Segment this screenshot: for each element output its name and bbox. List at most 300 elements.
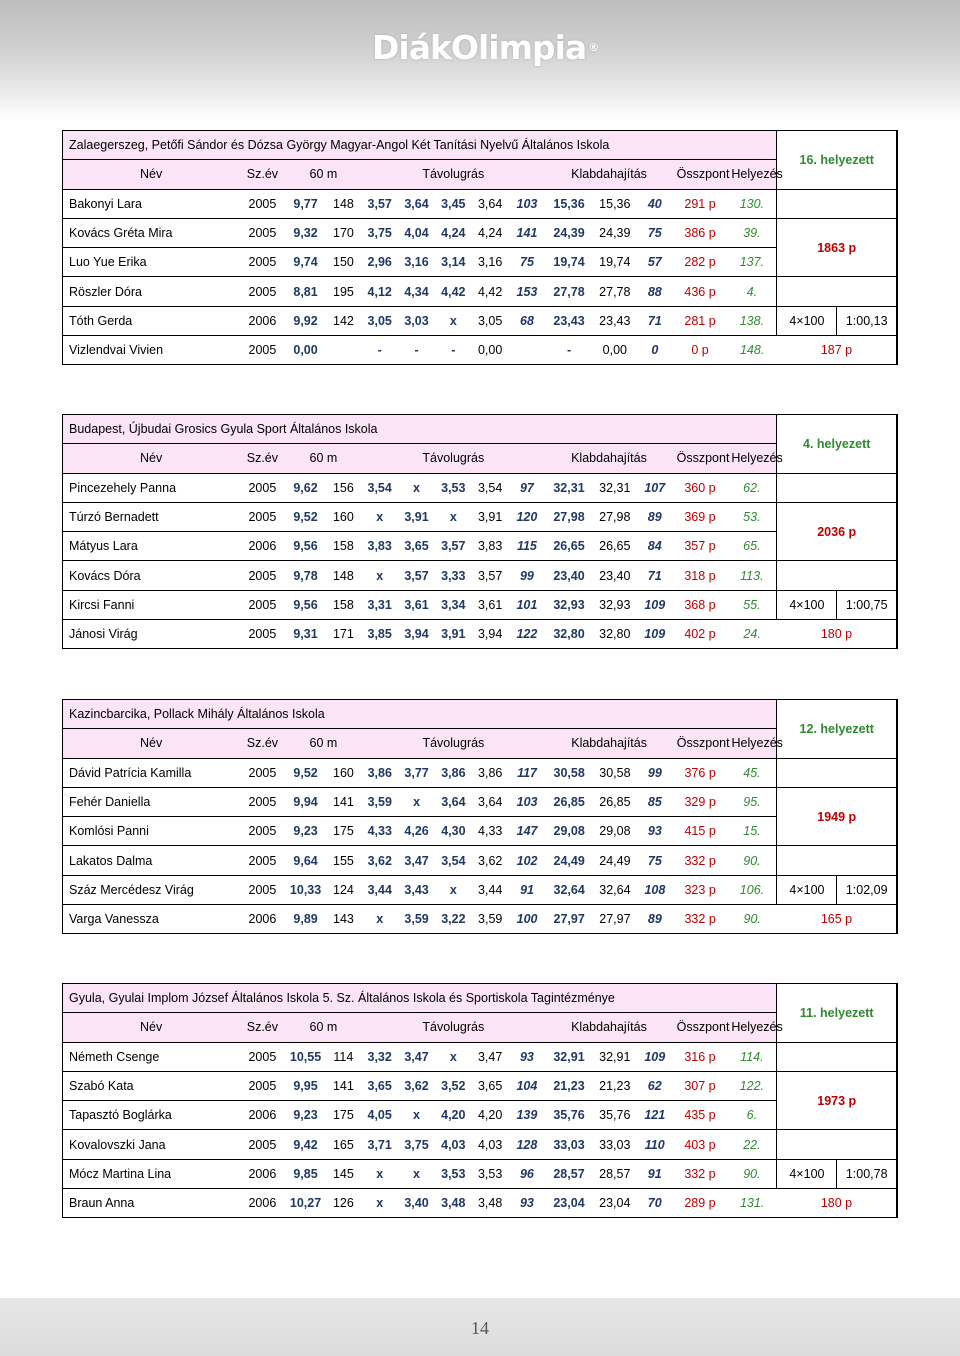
- result-cell: 9,74: [286, 248, 326, 277]
- school-name: Gyula, Gyulai Implom József Általános Iskola 5. Sz. Általános Iskola és Sportiskola Tagintézménye: [63, 984, 777, 1013]
- result-cell: 24,49: [593, 846, 637, 875]
- relay-time: 1:00,13: [837, 306, 897, 335]
- results-table: [62, 130, 898, 365]
- result-cell: 158: [326, 532, 362, 561]
- result-cell: 131.: [727, 1189, 777, 1218]
- result-cell: [326, 336, 362, 365]
- header-place: Helyezés: [727, 444, 777, 473]
- result-cell: 0: [637, 336, 673, 365]
- table-row: [63, 875, 898, 904]
- result-cell: 75: [637, 846, 673, 875]
- result-cell: 2005: [239, 1130, 285, 1159]
- athlete-name: Mátyus Lara: [63, 532, 240, 561]
- result-cell: 3,16: [398, 248, 435, 277]
- result-cell: 2005: [239, 561, 285, 590]
- result-cell: 3,75: [361, 218, 398, 247]
- result-cell: 45.: [727, 758, 776, 787]
- page-number: 14: [471, 1318, 489, 1338]
- result-cell: 15.: [727, 817, 776, 846]
- result-cell: 30,58: [593, 758, 637, 787]
- team-points: 1973 p: [777, 1071, 897, 1130]
- result-cell: 145: [326, 1159, 362, 1188]
- result-cell: 9,62: [286, 473, 326, 502]
- result-cell: 29,08: [593, 817, 637, 846]
- result-cell: 32,80: [593, 620, 637, 649]
- result-cell: 8,81: [286, 277, 326, 306]
- result-cell: x: [435, 875, 472, 904]
- result-cell: 329 p: [673, 787, 728, 816]
- spacer: [777, 1042, 897, 1071]
- result-cell: 89: [637, 905, 673, 934]
- relay-label: 4×100: [777, 875, 837, 904]
- result-cell: 3,61: [472, 590, 509, 619]
- school-block: [62, 699, 898, 934]
- result-cell: 0,00: [593, 336, 637, 365]
- column-header-row: [63, 1013, 898, 1042]
- result-cell: x: [435, 306, 472, 335]
- athlete-name: Kovalovszki Jana: [63, 1130, 240, 1159]
- result-cell: 3,53: [472, 1159, 509, 1188]
- result-cell: 3,94: [472, 620, 509, 649]
- result-cell: 9,23: [286, 817, 326, 846]
- result-cell: 55.: [727, 590, 777, 619]
- result-cell: 2,96: [361, 248, 398, 277]
- header-jump: Távolugrás: [361, 729, 545, 758]
- result-cell: 3,65: [398, 532, 435, 561]
- athlete-name: Varga Vanessza: [63, 905, 240, 934]
- result-cell: 23,40: [545, 561, 592, 590]
- result-cell: 2005: [239, 817, 285, 846]
- result-cell: 75: [509, 248, 546, 277]
- table-row: [63, 218, 898, 247]
- athlete-name: Száz Mercédesz Virág: [63, 875, 240, 904]
- result-cell: 2005: [239, 218, 285, 247]
- result-cell: 27,97: [593, 905, 637, 934]
- result-cell: 142: [326, 306, 362, 335]
- result-cell: 3,91: [435, 620, 472, 649]
- header-name: Név: [63, 444, 240, 473]
- result-cell: 147: [509, 817, 546, 846]
- result-cell: 323 p: [673, 875, 728, 904]
- header-year: Sz.év: [239, 1013, 285, 1042]
- result-cell: 175: [326, 817, 362, 846]
- result-cell: 160: [326, 758, 362, 787]
- result-cell: 3,77: [398, 758, 435, 787]
- result-cell: 26,65: [545, 532, 592, 561]
- result-cell: 35,76: [545, 1101, 592, 1130]
- result-cell: 3,86: [361, 758, 398, 787]
- result-cell: 171: [326, 620, 362, 649]
- header-throw: Klabdahajítás: [545, 160, 672, 189]
- table-row: [63, 758, 898, 787]
- table-row: [63, 817, 898, 846]
- school-title-row: [63, 984, 898, 1013]
- result-cell: 3,91: [472, 502, 509, 531]
- athlete-name: Tapasztó Boglárka: [63, 1101, 240, 1130]
- result-cell: 9,77: [286, 189, 326, 218]
- results-table: [62, 414, 898, 649]
- athlete-name: Szabó Kata: [63, 1071, 240, 1100]
- result-cell: 2005: [239, 620, 285, 649]
- result-cell: 3,44: [472, 875, 509, 904]
- result-cell: 114.: [727, 1042, 777, 1071]
- result-cell: 332 p: [673, 905, 728, 934]
- result-cell: 3,34: [435, 590, 472, 619]
- result-cell: 93: [637, 817, 673, 846]
- header-name: Név: [63, 160, 240, 189]
- result-cell: 3,64: [472, 189, 509, 218]
- result-cell: 32,31: [545, 473, 592, 502]
- result-cell: 2005: [239, 787, 285, 816]
- table-row: [63, 532, 898, 561]
- result-cell: -: [398, 336, 435, 365]
- header-jump: Távolugrás: [361, 444, 545, 473]
- result-cell: 4,42: [435, 277, 472, 306]
- result-cell: 3,53: [435, 473, 472, 502]
- athlete-name: Kovács Gréta Mira: [63, 218, 240, 247]
- result-cell: 3,64: [398, 189, 435, 218]
- result-cell: 71: [637, 561, 673, 590]
- result-cell: 24,49: [545, 846, 592, 875]
- table-row: [63, 1042, 898, 1071]
- relay-label: 4×100: [777, 1159, 837, 1188]
- relay-points: 165 p: [777, 905, 897, 934]
- result-cell: 57: [637, 248, 673, 277]
- result-cell: x: [398, 473, 435, 502]
- header-year: Sz.év: [239, 160, 285, 189]
- result-cell: 3,47: [398, 1042, 435, 1071]
- result-cell: 3,59: [472, 905, 509, 934]
- relay-points: 180 p: [777, 1189, 897, 1218]
- result-cell: 3,44: [361, 875, 398, 904]
- result-cell: 3,40: [398, 1189, 435, 1218]
- result-cell: 3,57: [472, 561, 509, 590]
- result-cell: 3,64: [472, 787, 509, 816]
- school-title-row: [63, 415, 898, 444]
- result-cell: 9,32: [286, 218, 326, 247]
- result-cell: 195: [326, 277, 362, 306]
- table-row: [63, 473, 898, 502]
- spacer: [777, 758, 897, 787]
- result-cell: 23,04: [593, 1189, 637, 1218]
- result-cell: 2005: [239, 875, 285, 904]
- table-row: [63, 277, 898, 306]
- header-year: Sz.év: [239, 444, 285, 473]
- header-place: Helyezés: [727, 729, 776, 758]
- result-cell: 128: [509, 1130, 546, 1159]
- result-cell: 21,23: [593, 1071, 637, 1100]
- result-cell: x: [361, 561, 398, 590]
- athlete-name: Vizlendvai Vivien: [63, 336, 240, 365]
- header-total: Összpont: [673, 444, 728, 473]
- header-place: Helyezés: [727, 160, 777, 189]
- result-cell: 22.: [727, 1130, 777, 1159]
- result-cell: 32,64: [545, 875, 592, 904]
- result-cell: 130.: [727, 189, 777, 218]
- result-cell: 3,62: [398, 1071, 435, 1100]
- result-cell: 357 p: [673, 532, 728, 561]
- athlete-name: Tóth Gerda: [63, 306, 240, 335]
- result-cell: 4,05: [361, 1101, 398, 1130]
- result-cell: 153: [509, 277, 546, 306]
- result-cell: 23,04: [545, 1189, 592, 1218]
- table-row: [63, 561, 898, 590]
- result-cell: 3,65: [361, 1071, 398, 1100]
- result-cell: 148: [326, 561, 362, 590]
- result-cell: x: [398, 1159, 435, 1188]
- result-cell: 88: [637, 277, 673, 306]
- result-cell: 318 p: [673, 561, 728, 590]
- result-cell: 32,64: [593, 875, 637, 904]
- result-cell: 403 p: [673, 1130, 728, 1159]
- school-block: [62, 414, 898, 649]
- result-cell: 71: [637, 306, 673, 335]
- table-row: [63, 248, 898, 277]
- result-cell: 3,54: [361, 473, 398, 502]
- athlete-name: Pincezehely Panna: [63, 473, 240, 502]
- result-cell: 3,85: [361, 620, 398, 649]
- result-cell: 96: [509, 1159, 546, 1188]
- result-cell: 110: [637, 1130, 673, 1159]
- result-cell: 109: [637, 620, 673, 649]
- result-cell: 2006: [239, 306, 285, 335]
- athlete-name: Bakonyi Lara: [63, 189, 240, 218]
- result-cell: 93: [509, 1189, 546, 1218]
- result-cell: 9,92: [286, 306, 326, 335]
- result-cell: 3,03: [398, 306, 435, 335]
- athlete-name: Kircsi Fanni: [63, 590, 240, 619]
- result-cell: 137.: [727, 248, 777, 277]
- result-cell: 436 p: [673, 277, 728, 306]
- result-cell: 3,48: [435, 1189, 472, 1218]
- result-cell: 3,05: [472, 306, 509, 335]
- athlete-name: Túrzó Bernadett: [63, 502, 240, 531]
- result-cell: 26,85: [545, 787, 592, 816]
- result-cell: x: [398, 787, 435, 816]
- result-cell: 103: [509, 787, 546, 816]
- result-cell: 376 p: [673, 758, 728, 787]
- result-cell: 26,65: [593, 532, 637, 561]
- result-cell: 2005: [239, 189, 285, 218]
- result-cell: 90.: [727, 1159, 777, 1188]
- result-cell: 307 p: [673, 1071, 728, 1100]
- result-cell: 124: [326, 875, 362, 904]
- result-cell: 68: [509, 306, 546, 335]
- athlete-name: Jánosi Virág: [63, 620, 240, 649]
- result-cell: 35,76: [593, 1101, 637, 1130]
- result-cell: 9,94: [286, 787, 326, 816]
- result-cell: 107: [637, 473, 673, 502]
- result-cell: 3,65: [472, 1071, 509, 1100]
- result-cell: 3,54: [435, 846, 472, 875]
- result-cell: 104: [509, 1071, 546, 1100]
- result-cell: 4,42: [472, 277, 509, 306]
- result-cell: 3,43: [398, 875, 435, 904]
- school-block: [62, 130, 898, 365]
- athlete-name: Dávid Patrícia Kamilla: [63, 758, 240, 787]
- result-cell: 2006: [239, 1189, 285, 1218]
- result-cell: 2006: [239, 905, 285, 934]
- result-cell: 332 p: [673, 1159, 728, 1188]
- result-cell: 19,74: [545, 248, 592, 277]
- result-cell: 29,08: [545, 817, 592, 846]
- result-cell: 4,20: [472, 1101, 509, 1130]
- result-cell: 2005: [239, 277, 285, 306]
- result-cell: 3,61: [398, 590, 435, 619]
- result-cell: 2005: [239, 336, 285, 365]
- result-cell: 91: [637, 1159, 673, 1188]
- result-cell: 15,36: [545, 189, 592, 218]
- header-name: Név: [63, 729, 240, 758]
- result-cell: 32,80: [545, 620, 592, 649]
- result-cell: 32,93: [593, 590, 637, 619]
- result-cell: 141: [326, 1071, 362, 1100]
- header-place: Helyezés: [727, 1013, 777, 1042]
- team-rank: 16. helyezett: [777, 131, 897, 190]
- result-cell: 165: [326, 1130, 362, 1159]
- result-cell: 3,48: [472, 1189, 509, 1218]
- result-cell: 150: [326, 248, 362, 277]
- result-cell: 3,83: [472, 532, 509, 561]
- result-cell: x: [398, 1101, 435, 1130]
- result-cell: 24,39: [593, 218, 637, 247]
- result-cell: 15,36: [593, 189, 637, 218]
- result-cell: 100: [509, 905, 546, 934]
- result-cell: 126: [326, 1189, 362, 1218]
- header-throw: Klabdahajítás: [545, 729, 672, 758]
- column-header-row: [63, 729, 898, 758]
- result-cell: 3,05: [361, 306, 398, 335]
- relay-label: 4×100: [777, 306, 837, 335]
- result-cell: 108: [637, 875, 673, 904]
- athlete-name: Komlósi Panni: [63, 817, 240, 846]
- result-cell: 289 p: [673, 1189, 728, 1218]
- result-cell: 39.: [727, 218, 777, 247]
- result-cell: [509, 336, 546, 365]
- result-cell: 97: [509, 473, 546, 502]
- result-cell: 33,03: [593, 1130, 637, 1159]
- result-cell: 9,85: [286, 1159, 326, 1188]
- result-cell: 2005: [239, 248, 285, 277]
- spacer: [777, 473, 897, 502]
- result-cell: 32,93: [545, 590, 592, 619]
- result-cell: 3,86: [435, 758, 472, 787]
- result-cell: 2005: [239, 1042, 285, 1071]
- result-cell: 2005: [239, 473, 285, 502]
- result-cell: 10,33: [286, 875, 326, 904]
- school-name: Kazincbarcika, Pollack Mihály Általános Iskola: [63, 700, 777, 729]
- result-cell: 24,39: [545, 218, 592, 247]
- result-cell: 3,31: [361, 590, 398, 619]
- team-points: 1863 p: [777, 218, 897, 277]
- table-row: [63, 787, 898, 816]
- result-cell: 9,64: [286, 846, 326, 875]
- table-row: [63, 1071, 898, 1100]
- result-cell: 102: [509, 846, 546, 875]
- header-total: Összpont: [673, 1013, 728, 1042]
- header-total: Összpont: [673, 160, 728, 189]
- result-cell: 9,95: [286, 1071, 326, 1100]
- result-cell: 369 p: [673, 502, 728, 531]
- result-cell: 3,45: [435, 189, 472, 218]
- result-cell: 113.: [727, 561, 777, 590]
- result-cell: 2005: [239, 1071, 285, 1100]
- result-cell: 360 p: [673, 473, 728, 502]
- column-header-row: [63, 160, 898, 189]
- athlete-name: Röszler Dóra: [63, 277, 240, 306]
- result-cell: 28,57: [593, 1159, 637, 1188]
- result-cell: 141: [509, 218, 546, 247]
- result-cell: 4.: [727, 277, 777, 306]
- result-cell: 27,98: [545, 502, 592, 531]
- result-cell: 4,03: [472, 1130, 509, 1159]
- team-points: 2036 p: [777, 502, 897, 561]
- result-cell: 120: [509, 502, 546, 531]
- relay-points: 180 p: [777, 620, 897, 649]
- results-table: [62, 699, 898, 934]
- result-cell: 155: [326, 846, 362, 875]
- header-jump: Távolugrás: [361, 160, 545, 189]
- result-cell: 40: [637, 189, 673, 218]
- result-cell: 89: [637, 502, 673, 531]
- result-cell: 415 p: [673, 817, 728, 846]
- result-cell: 2005: [239, 758, 285, 787]
- result-cell: 6.: [727, 1101, 777, 1130]
- result-cell: 9,31: [286, 620, 326, 649]
- result-cell: 0 p: [673, 336, 728, 365]
- result-cell: 4,34: [398, 277, 435, 306]
- result-cell: 33,03: [545, 1130, 592, 1159]
- result-cell: 99: [637, 758, 673, 787]
- result-cell: 4,33: [361, 817, 398, 846]
- result-cell: 3,57: [361, 189, 398, 218]
- header-throw: Klabdahajítás: [545, 444, 672, 473]
- result-cell: 27,78: [593, 277, 637, 306]
- result-cell: x: [361, 905, 398, 934]
- result-cell: 3,14: [435, 248, 472, 277]
- result-cell: 10,55: [286, 1042, 326, 1071]
- team-rank: 12. helyezett: [777, 700, 897, 759]
- table-row: [63, 590, 898, 619]
- result-cell: 435 p: [673, 1101, 728, 1130]
- result-cell: 148: [326, 189, 362, 218]
- athlete-name: Lakatos Dalma: [63, 846, 240, 875]
- result-cell: 4,26: [398, 817, 435, 846]
- result-cell: 9,78: [286, 561, 326, 590]
- diakolimpia-logo: DiákOlimpia ®: [372, 28, 599, 67]
- result-cell: 3,16: [472, 248, 509, 277]
- result-cell: 368 p: [673, 590, 728, 619]
- result-cell: 90.: [727, 846, 776, 875]
- result-cell: 122: [509, 620, 546, 649]
- relay-time: 1:00,75: [837, 590, 897, 619]
- result-cell: 109: [637, 1042, 673, 1071]
- result-cell: 3,32: [361, 1042, 398, 1071]
- result-cell: 19,74: [593, 248, 637, 277]
- result-cell: 30,58: [545, 758, 592, 787]
- header-name: Név: [63, 1013, 240, 1042]
- team-points: 1949 p: [777, 787, 897, 846]
- relay-label: 4×100: [777, 590, 837, 619]
- result-cell: 27,78: [545, 277, 592, 306]
- result-cell: 117: [509, 758, 546, 787]
- result-cell: 9,52: [286, 758, 326, 787]
- result-cell: 24.: [727, 620, 777, 649]
- result-cell: 3,75: [398, 1130, 435, 1159]
- school-block: [62, 983, 898, 1218]
- result-cell: 32,91: [545, 1042, 592, 1071]
- result-cell: 3,86: [472, 758, 509, 787]
